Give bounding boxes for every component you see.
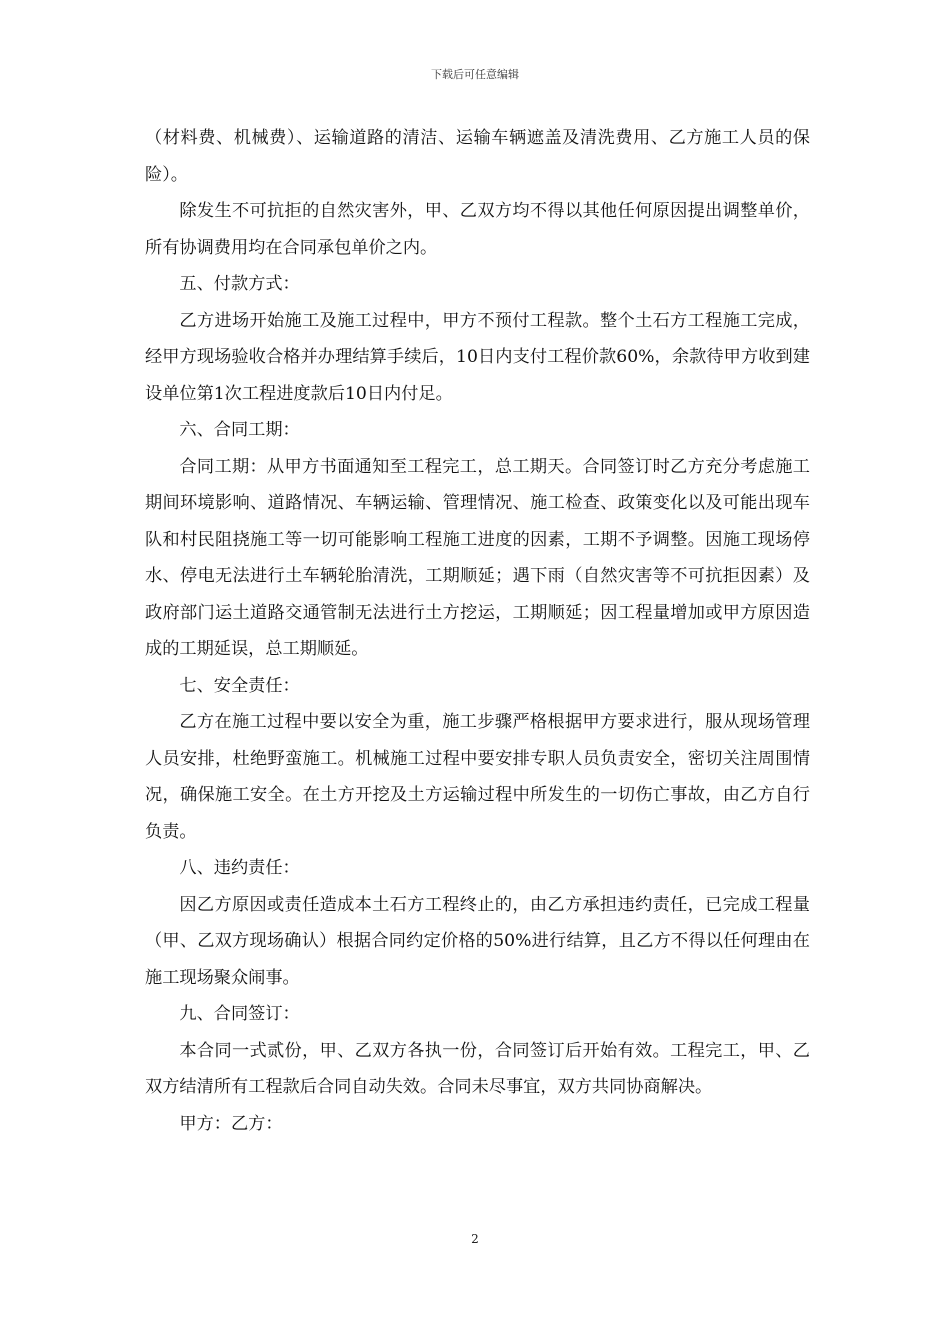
signature-line: 甲方：乙方：	[179, 1113, 283, 1134]
section-heading-breach: 八、违约责任：	[179, 858, 300, 878]
page-header: 下载后可任意编辑	[431, 68, 519, 81]
paragraph-duration: 合同工期：从甲方书面通知至工程完工，总工期天。合同签订时乙方充分考虑施工期间环境影响、道路情况、车辆运输、管理情况、施工检查、政策变化以及可能出现车队和村民阻挠施工等一切可能影响工程施工进度的因素，工期不予调整。因施工现场停水、停电无法进行土车辆轮胎清洗，工期顺延；遇下雨（自然灾害等不可抗拒因素）及政府部门运土道路交通管制无法进行土方挖运，工期顺延；因工程量增加或甲方原因造成的工期延误，总工期顺延。	[145, 456, 810, 659]
document-body	[145, 120, 810, 1142]
page-number: 2	[471, 1232, 479, 1246]
paragraph-1: （材料费、机械费）、运输道路的清洁、运输车辆遮盖及清洗费用、乙方施工人员的保险）。	[145, 128, 810, 185]
section-heading-signing: 九、合同签订：	[179, 1004, 300, 1024]
section-heading-payment: 五、付款方式：	[179, 274, 300, 294]
paragraph-2: 除发生不可抗拒的自然灾害外，甲、乙双方均不得以其他任何原因提出调整单价，所有协调费用均在合同承包单价之内。	[145, 201, 810, 258]
section-heading-safety: 七、安全责任：	[179, 675, 300, 696]
section-heading-duration: 六、合同工期：	[179, 420, 300, 440]
paragraph-safety: 乙方在施工过程中要以安全为重，施工步骤严格根据甲方要求进行，服从现场管理人员安排，杜绝野蛮施工。机械施工过程中要安排专职人员负责安全，密切关注周围情况，确保施工安全。在土方开挖及土方运输过程中所发生的一切伤亡事故，由乙方自行负责。	[145, 712, 810, 842]
paragraph-breach: 因乙方原因或责任造成本土石方工程终止的，由乙方承担违约责任，已完成工程量（甲、乙双方现场确认）根据合同约定价格的50%进行结算，且乙方不得以任何理由在施工现场聚众闹事。	[145, 894, 810, 988]
paragraph-payment: 乙方进场开始施工及施工过程中，甲方不预付工程款。整个土石方工程施工完成，经甲方现场验收合格并办理结算手续后，10日内支付工程价款60%，余款待甲方收到建设单位第1次工程进度款后10日内付足。	[145, 310, 810, 404]
paragraph-signing: 本合同一式贰份，甲、乙双方各执一份，合同签订后开始有效。工程完工，甲、乙双方结清所有工程款后合同自动失效。合同未尽事宜，双方共同协商解决。	[145, 1040, 810, 1097]
